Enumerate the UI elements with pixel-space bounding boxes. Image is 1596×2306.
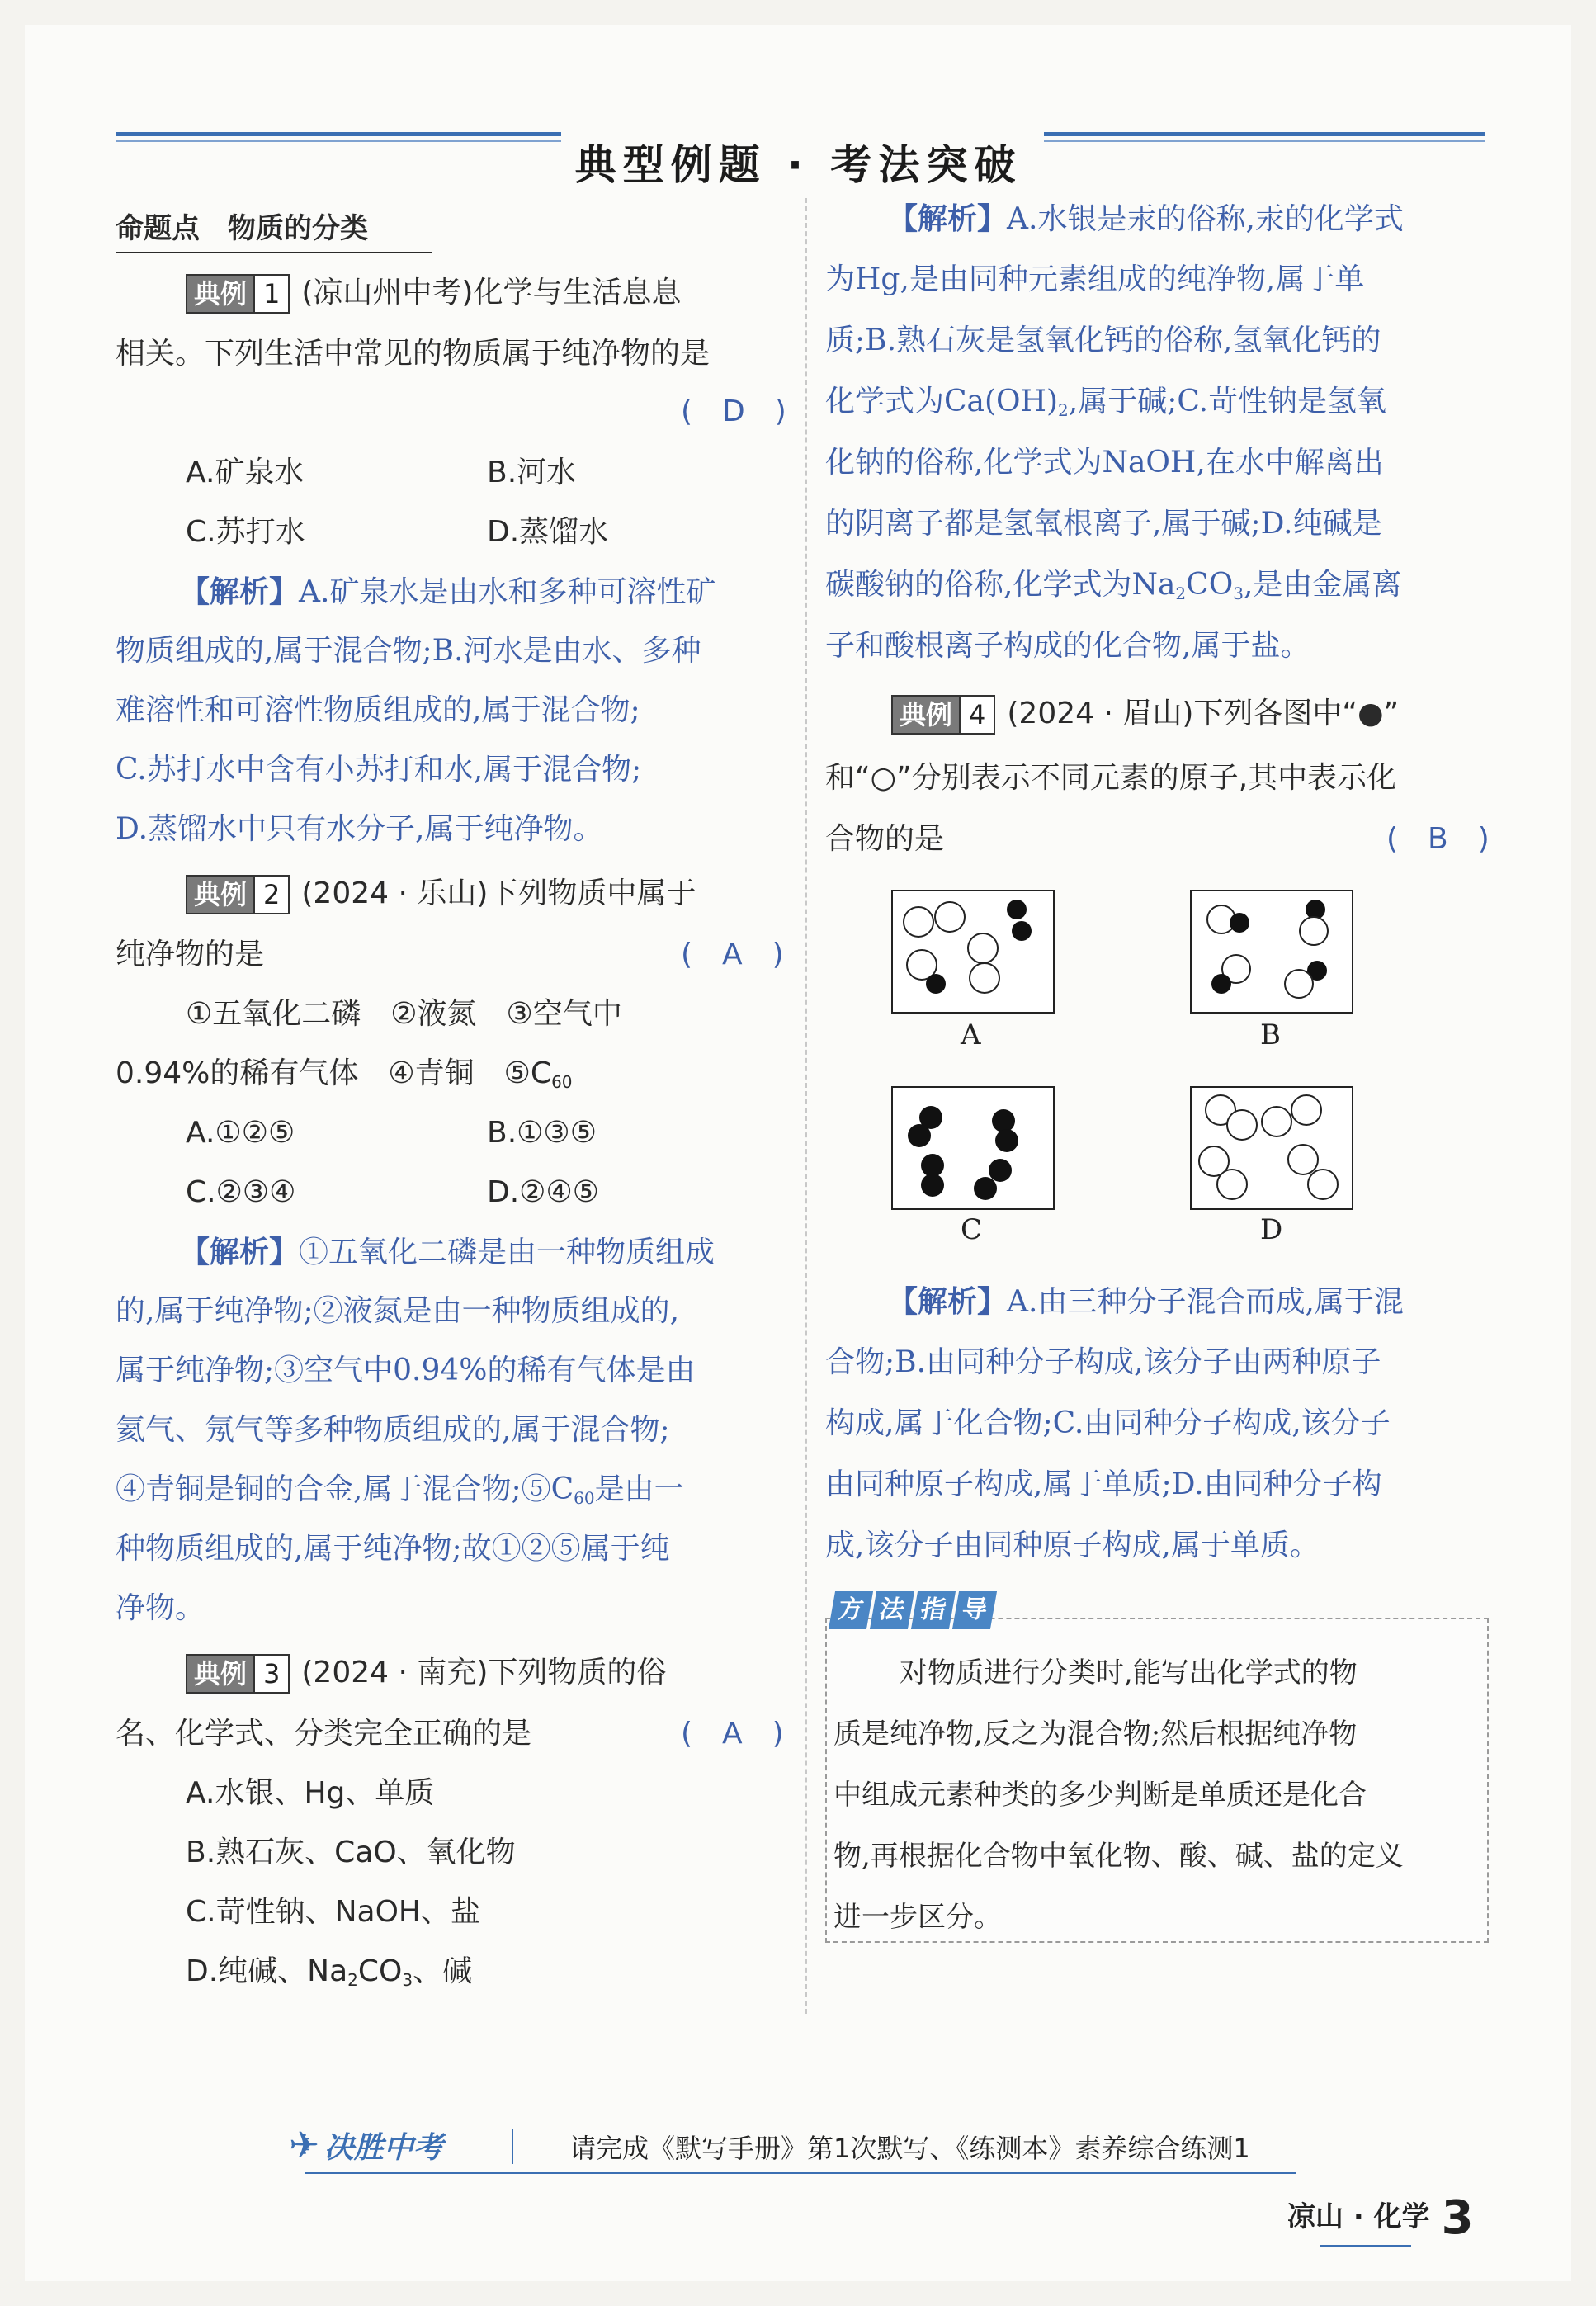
white-atom — [1226, 1109, 1258, 1141]
method-line1: 对物质进行分类时,能写出化学式的物 — [900, 1656, 1358, 1689]
runner-icon: ✈ — [289, 2124, 319, 2167]
example-2-analysis-line5: ④青铜是铜的合金,属于混合物$;⑤C_{60}$是由一 — [116, 1472, 684, 1508]
example-1-option-a: A.矿泉水 — [186, 456, 305, 489]
method-line2: 质是纯净物,反之为混合物;然后根据纯净物 — [833, 1718, 1358, 1751]
example-3-analysis-line4: 化学式为$Ca(OH)_2$,属于碱;C.苛性钠是氢氧 — [825, 385, 1387, 420]
example-2-line2: 纯净物的是 — [116, 938, 265, 971]
example-tag: 典例 2 — [186, 875, 290, 914]
example-1-analysis-line5: D.蒸馏水中只有水分子,属于纯净物。 — [116, 812, 603, 846]
example-2-line4: 0.94%的稀有气体 ④青铜 $⑤C_{60}$ — [116, 1056, 573, 1092]
example-1-line1: 典例 1 (凉山州中考)化学与生活息息 — [186, 262, 681, 324]
example-2-option-d: D.②④⑤ — [487, 1175, 599, 1209]
footer-rule — [305, 2172, 1296, 2174]
header-rule-right-thin — [1044, 140, 1485, 142]
black-atom — [974, 1177, 997, 1200]
white-atom — [1261, 1106, 1292, 1137]
footer-page-underline — [1320, 2245, 1411, 2247]
example-1-option-d: D.蒸馏水 — [487, 515, 609, 549]
header-rule-left-thin — [116, 140, 561, 142]
footer-separator — [512, 2129, 513, 2164]
method-line5: 进一步区分。 — [833, 1901, 1002, 1934]
knowledge-point-underline — [116, 252, 432, 253]
example-4-line1: 典例 4 (2024 · 眉山)下列各图中“●” — [891, 683, 1399, 744]
example-1-analysis-line1: 【解析】A.矿泉水是由水和多种可溶性矿 — [180, 574, 716, 609]
figure-d-label: D — [1260, 1213, 1283, 1246]
example-tag: 典例 4 — [891, 695, 995, 735]
example-3-analysis-line1: 【解析】A.水银是汞的俗称,汞的化学式 — [888, 201, 1404, 236]
white-atom — [1216, 1169, 1248, 1200]
white-atom — [1307, 1169, 1339, 1200]
knowledge-point-heading: 命题点 物质的分类 — [116, 212, 368, 245]
example-2-option-b: B.①③⑤ — [487, 1116, 597, 1150]
footer-note: 请完成《默写手册》第1次默写、《练测本》素养综合练测1 — [569, 2133, 1250, 2164]
example-4-analysis-line4: 由同种原子构成,属于单质;D.由同种分子构 — [825, 1467, 1382, 1501]
example-3-option-c: C.苛性钠、NaOH、盐 — [186, 1895, 480, 1929]
method-guide-tag: 方 法 指 导 — [832, 1591, 994, 1629]
example-3-analysis-line3: 质;B.熟石灰是氢氧化钙的俗称,氢氧化钙的 — [825, 324, 1381, 357]
example-2-line3: ①五氧化二磷 ②液氮 ③空气中 — [186, 997, 622, 1031]
figure-d-box — [1190, 1086, 1353, 1210]
example-3-analysis-line5: 化钠的俗称,化学式为NaOH,在水中解离出 — [825, 446, 1384, 480]
black-atom — [1012, 921, 1032, 941]
footer-page-info: 凉山 · 化学 3 — [1287, 2191, 1474, 2245]
example-4-line2: 和“○”分别表示不同元素的原子,其中表示化 — [825, 761, 1397, 795]
example-2-line1: 典例 2 (2024 · 乐山)下列物质中属于 — [186, 863, 696, 924]
example-2-answer: ( A ) — [681, 938, 784, 971]
example-3-analysis-line2: 为Hg,是由同种元素组成的纯净物,属于单 — [825, 262, 1365, 296]
black-atom — [1007, 900, 1027, 919]
white-atom — [903, 906, 934, 938]
example-tag: 典例 3 — [186, 1654, 290, 1694]
white-atom — [934, 901, 966, 933]
method-line3: 中组成元素种类的多少判断是单质还是化合 — [833, 1779, 1367, 1812]
footer-logo: ✈ 决胜中考 — [289, 2124, 443, 2167]
black-atom — [921, 1174, 944, 1197]
figure-a-box — [891, 890, 1055, 1014]
example-1-line2: 相关。下列生活中常见的物质属于纯净物的是 — [116, 337, 711, 371]
example-4-analysis-line3: 构成,属于化合物;C.由同种分子构成,该分子 — [825, 1406, 1391, 1440]
example-4-line3: 合物的是 — [825, 822, 945, 856]
example-1-analysis-line2: 物质组成的,属于混合物;B.河水是由水、多种 — [116, 634, 701, 668]
example-2-analysis-line6: 种物质组成的,属于纯净物;故①②⑤属于纯 — [116, 1532, 670, 1566]
black-atom — [995, 1129, 1018, 1152]
example-4-analysis-line5: 成,该分子由同种原子构成,属于单质。 — [825, 1529, 1320, 1562]
example-2-analysis-line1: 【解析】①五氧化二磷是由一种物质组成 — [180, 1235, 715, 1269]
example-3-option-a: A.水银、Hg、单质 — [186, 1776, 435, 1810]
white-atom — [1284, 969, 1314, 999]
example-3-analysis-line8: 子和酸根离子构成的化合物,属于盐。 — [825, 629, 1310, 663]
example-3-option-b: B.熟石灰、CaO、氧化物 — [186, 1836, 516, 1869]
example-3-line2: 名、化学式、分类完全正确的是 — [116, 1717, 532, 1751]
black-atom — [926, 974, 946, 994]
example-2-analysis-line7: 净物。 — [116, 1591, 205, 1625]
figure-c-label: C — [961, 1213, 983, 1246]
example-2-option-c: C.②③④ — [186, 1175, 296, 1209]
black-atom — [1230, 913, 1249, 933]
example-4-analysis-line1: 【解析】A.由三种分子混合而成,属于混 — [888, 1284, 1404, 1319]
example-3-analysis-line7: 碳酸钠的俗称,化学式为$Na_2CO_3$,是由金属离 — [825, 568, 1402, 603]
example-3-line1: 典例 3 (2024 · 南充)下列物质的俗 — [186, 1642, 666, 1704]
example-4-answer: ( B ) — [1386, 822, 1490, 856]
figure-c-box — [891, 1086, 1055, 1210]
example-1-option-b: B.河水 — [487, 456, 577, 489]
section-title: 典型例题 · 考法突破 — [574, 141, 1022, 189]
black-atom — [1211, 974, 1231, 994]
figure-a-label: A — [961, 1018, 981, 1051]
example-3-answer: ( A ) — [681, 1717, 784, 1751]
method-line4: 物,再根据化合物中氧化物、酸、碱、盐的定义 — [833, 1840, 1404, 1873]
white-atom — [969, 962, 1000, 994]
example-3-option-d: D.纯碱、$Na_2CO_3$、碱 — [186, 1954, 473, 1990]
example-2-option-a: A.①②⑤ — [186, 1116, 295, 1150]
black-atom — [908, 1124, 931, 1147]
example-2-analysis-line2: 的,属于纯净物;②液氮是由一种物质组成的, — [116, 1294, 680, 1328]
column-divider — [805, 198, 807, 2014]
example-1-analysis-line4: C.苏打水中含有小苏打和水,属于混合物; — [116, 753, 642, 787]
example-tag: 典例 1 — [186, 274, 290, 314]
white-atom — [1291, 1094, 1322, 1126]
header-rule-left — [116, 132, 561, 136]
header-rule-right — [1044, 132, 1485, 136]
white-atom — [1299, 916, 1329, 946]
figure-b-box — [1190, 890, 1353, 1014]
white-atom — [967, 933, 999, 964]
example-1-analysis-line3: 难溶性和可溶性物质组成的,属于混合物; — [116, 693, 640, 727]
example-2-analysis-line4: 氦气、氖气等多种物质组成的,属于混合物; — [116, 1413, 670, 1447]
example-2-analysis-line3: 属于纯净物;③空气中0.94%的稀有气体是由 — [116, 1354, 696, 1387]
example-3-analysis-line6: 的阴离子都是氢氧根离子,属于碱;D.纯碱是 — [825, 507, 1382, 541]
example-1-option-c: C.苏打水 — [186, 515, 305, 549]
example-1-answer: ( D ) — [681, 395, 786, 428]
example-4-analysis-line2: 合物;B.由同种分子构成,该分子由两种原子 — [825, 1345, 1381, 1379]
figure-b-label: B — [1260, 1018, 1281, 1051]
